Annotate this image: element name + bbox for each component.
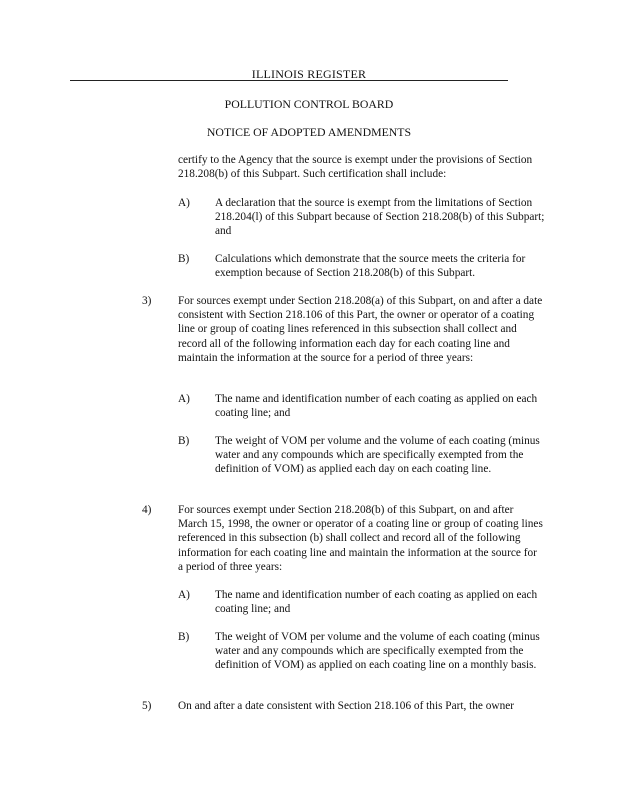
section-3-text: For sources exempt under Section 218.208(a) of this Subpart, on and after a date consistent with Section 218.106 of this Part, the owner or operator of a coating line or group of coating lines referenced in this subsection shall collect and record all of the following information each day for each coating line and maintain the information at the source for a period of three years:	[178, 295, 543, 364]
notice-title: NOTICE OF ADOPTED AMENDMENTS	[206, 125, 412, 139]
section-4-label: 4)	[142, 504, 152, 516]
section-4-item-b-label: B)	[178, 631, 190, 643]
section-4-item-a-text: The name and identification number of each coating as applied on each coating line; and	[215, 589, 538, 616]
board-name: POLLUTION CONTROL BOARD	[224, 97, 394, 111]
intro-item-a-text: A declaration that the source is exempt from the limitations of Section 218.204(l) of this Subpart because of Section 218.208(b) of this Subpart; and	[215, 197, 545, 238]
intro-paragraph: certify to the Agency that the source is exempt under the provisions of Section 218.208(b) of this Subpart. Such certification shall include:	[178, 154, 533, 181]
section-3-item-a-label: A)	[178, 393, 190, 405]
section-3-item-b-label: B)	[178, 435, 190, 447]
section-4-text: For sources exempt under Section 218.208(b) of this Subpart, on and after March 15, 1998, the owner or operator of a coating line or group of coating lines referenced in this subsection (b) shall collect and record all of the following information for each coating line and maintain the information at the source for a period of three years:	[178, 504, 543, 573]
section-4-item-a-label: A)	[178, 589, 190, 601]
section-3-item-a-text: The name and identification number of each coating as applied on each coating line; and	[215, 393, 538, 420]
register-title: ILLINOIS REGISTER	[251, 67, 367, 81]
section-5-label: 5)	[142, 700, 152, 712]
section-4-item-b-text: The weight of VOM per volume and the volume of each coating (minus water and any compounds which are specifically exempted from the definition of VOM) as applied on each coating line on a monthly basis.	[215, 631, 540, 672]
intro-item-b-text: Calculations which demonstrate that the source meets the criteria for exemption because of Section 218.208(b) of this Subpart.	[215, 253, 526, 280]
section-3-item-b-text: The weight of VOM per volume and the volume of each coating (minus water and any compounds which are specifically exempted from the definition of VOM) as applied each day on each coating line.	[215, 435, 540, 476]
section-3-label: 3)	[142, 295, 152, 307]
intro-item-b-label: B)	[178, 253, 190, 265]
intro-item-a-label: A)	[178, 197, 190, 209]
section-5-text: On and after a date consistent with Section 218.106 of this Part, the owner	[178, 700, 515, 712]
